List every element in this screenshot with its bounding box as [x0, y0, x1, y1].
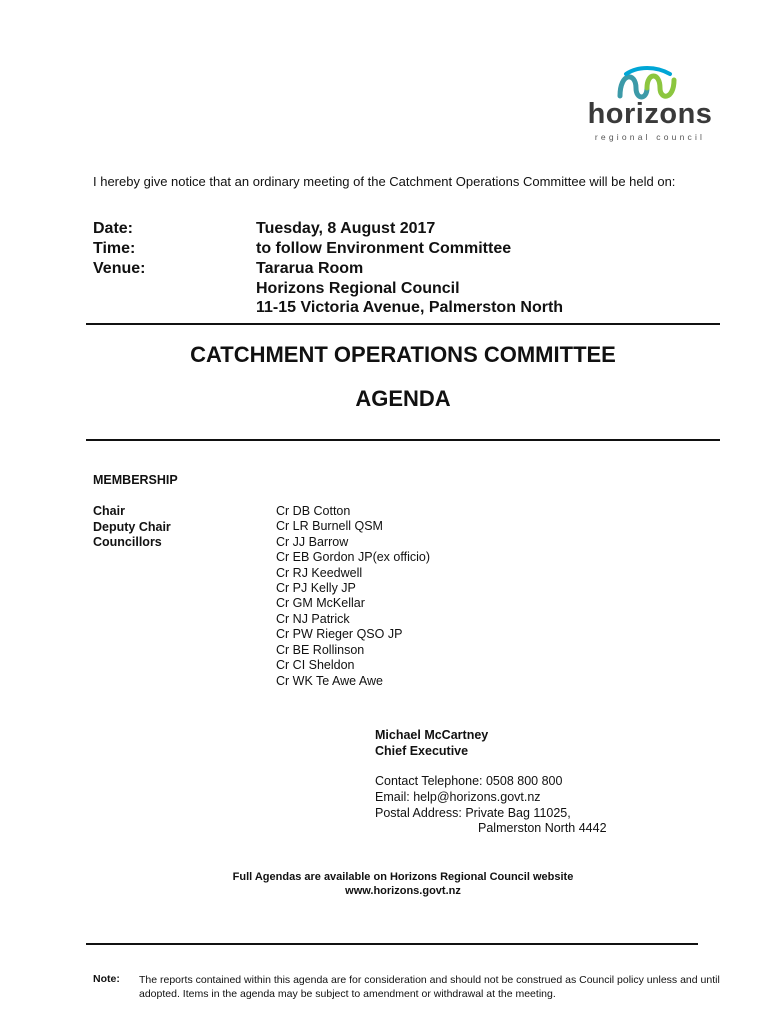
executive-title: Chief Executive: [375, 744, 469, 758]
role-label: Deputy Chair: [93, 520, 171, 534]
member-name: Cr BE Rollinson: [276, 643, 365, 657]
member-name: Cr PW Rieger QSO JP: [276, 627, 403, 641]
member-name: Cr RJ Keedwell: [276, 566, 363, 580]
time-label: Time:: [93, 240, 136, 257]
member-name: Cr LR Burnell QSM: [276, 519, 383, 533]
role-label: Councillors: [93, 535, 162, 549]
member-name: Cr DB Cotton: [276, 504, 351, 518]
venue-line: Tararua Room: [256, 260, 364, 277]
postal-address-line2: Palmerston North 4442: [478, 821, 607, 835]
member-name: Cr EB Gordon JP(ex officio): [276, 550, 430, 564]
membership-heading: MEMBERSHIP: [93, 473, 178, 487]
note-label: Note:: [93, 973, 120, 985]
member-name: Cr NJ Patrick: [276, 612, 350, 626]
contact-email: Email: help@horizons.govt.nz: [375, 790, 541, 804]
note-text: The reports contained within this agenda are for consideration and should not be construed as Council policy unless and until adopted. Items in the agenda may be subject to amendment or withdrawal at the meeting.: [139, 974, 720, 1000]
date-value: Tuesday, 8 August 2017: [256, 220, 436, 237]
contact-phone: Contact Telephone: 0508 800 800: [375, 774, 563, 788]
horizons-logo: [580, 66, 720, 146]
time-value: to follow Environment Committee: [256, 240, 512, 257]
member-name: Cr CI Sheldon: [276, 658, 355, 672]
logo-wordmark: horizons: [587, 98, 713, 130]
member-name: Cr WK Te Awe Awe: [276, 674, 383, 688]
postal-address: Postal Address: Private Bag 11025,: [375, 806, 571, 820]
website-link[interactable]: www.horizons.govt.nz: [345, 885, 461, 897]
venue-line: 11-15 Victoria Avenue, Palmerston North: [256, 299, 564, 316]
member-name: Cr GM McKellar: [276, 596, 365, 610]
meeting-notice: I hereby give notice that an ordinary meeting of the Catchment Operations Committee will be held on:: [93, 174, 676, 189]
horizons-wave-icon: [616, 66, 678, 102]
committee-title: CATCHMENT OPERATIONS COMMITTEE: [190, 342, 616, 367]
logo-subtitle: regional council: [594, 132, 706, 142]
member-name: Cr PJ Kelly JP: [276, 581, 356, 595]
date-label: Date:: [93, 220, 134, 237]
agendas-availability: Full Agendas are available on Horizons Regional Council website: [232, 871, 574, 883]
divider: [86, 323, 720, 325]
venue-line: Horizons Regional Council: [256, 280, 460, 297]
executive-name: Michael McCartney: [375, 728, 489, 742]
venue-label: Venue:: [93, 260, 146, 277]
divider: [86, 943, 698, 945]
role-label: Chair: [93, 504, 125, 518]
agenda-title: AGENDA: [355, 386, 451, 411]
member-name: Cr JJ Barrow: [276, 535, 349, 549]
divider: [86, 439, 720, 441]
